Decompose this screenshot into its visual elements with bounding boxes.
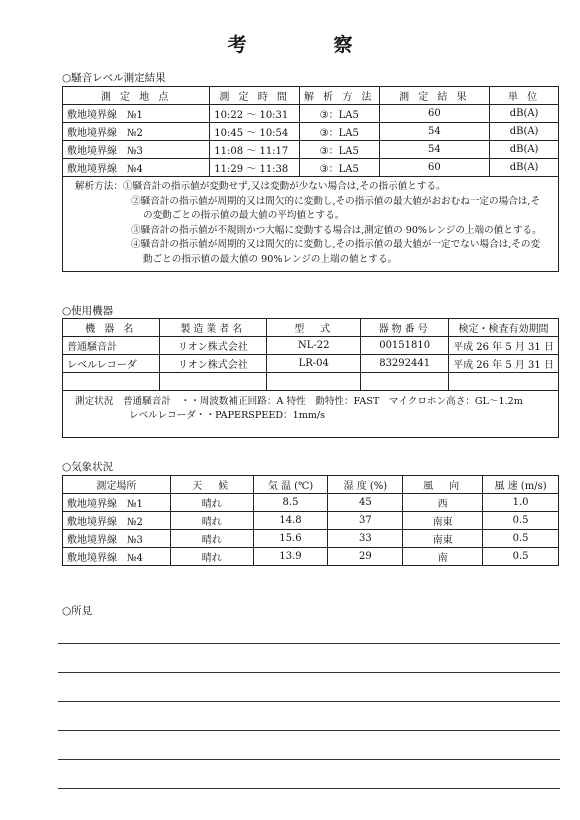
place-cell: 敷地境界線 №3 [63, 530, 171, 548]
wind-dir-cell: 南東 [403, 512, 483, 530]
temp-cell: 13.9 [253, 548, 328, 566]
point-cell: 敷地境界線 №1 [63, 105, 210, 123]
findings-line [58, 701, 560, 702]
serial-cell: 00151810 [361, 337, 449, 355]
findings-line [58, 788, 560, 789]
humidity-cell: 45 [328, 494, 403, 512]
unit-cell: dB(A) [490, 141, 559, 159]
findings-line [58, 672, 560, 673]
model-cell [267, 373, 361, 391]
col-header-model: 型 式 [267, 319, 361, 337]
wind-speed-cell: 0.5 [483, 548, 559, 566]
equipment-table [62, 318, 559, 438]
col-header-valid: 検定・検査有効期間 [449, 319, 559, 337]
findings-section-heading: ○所見 [62, 605, 93, 617]
model-cell: LR-04 [267, 355, 361, 373]
weather-cell: 晴れ [170, 548, 253, 566]
serial-cell: 83292441 [361, 355, 449, 373]
wind-speed-cell: 0.5 [483, 530, 559, 548]
weather-cell: 晴れ [170, 530, 253, 548]
findings-line [58, 759, 560, 760]
humidity-cell: 29 [328, 548, 403, 566]
conditions-row [63, 391, 559, 438]
result-cell: 54 [379, 141, 490, 159]
col-header-temp: 気 温 (℃) [253, 476, 328, 494]
result-cell: 60 [379, 105, 490, 123]
wind-dir-cell: 南 [403, 548, 483, 566]
method-cell: ③：LA5 [299, 159, 379, 177]
device-cell: 普通騒音計 [63, 337, 160, 355]
weather-section-heading: ○気象状況 [62, 461, 114, 473]
col-header-humidity: 湿 度 (%) [328, 476, 403, 494]
valid-cell [449, 373, 559, 391]
findings-line [58, 643, 560, 644]
wind-speed-cell: 1.0 [483, 494, 559, 512]
note-4-cont: 動ごとの指示値の最大値の 90%レンジの上端の値とする。 [143, 253, 398, 265]
table-row [63, 159, 559, 177]
humidity-cell: 33 [328, 530, 403, 548]
device-cell: レベルレコーダ [63, 355, 160, 373]
conditions-line-1: 測定状況 普通騒音計 ・・周波数補正回路：A 特性 動特性：FAST マイクロホン高さ：GL～1.2m [75, 396, 523, 407]
conditions-line-2: レベルレコーダ・・PAPERSPEED：1mm/s [129, 410, 326, 421]
table-row [63, 494, 559, 512]
place-cell: 敷地境界線 №1 [63, 494, 171, 512]
unit-cell: dB(A) [490, 105, 559, 123]
place-cell: 敷地境界線 №2 [63, 512, 171, 530]
method-cell: ③：LA5 [299, 123, 379, 141]
col-header-wind-dir: 風 向 [403, 476, 483, 494]
equipment-section-heading: ○使用機器 [62, 305, 114, 317]
humidity-cell: 37 [328, 512, 403, 530]
maker-cell [159, 373, 267, 391]
col-header-weather: 天 候 [170, 476, 253, 494]
result-cell: 54 [379, 123, 490, 141]
col-header-serial: 器物番号 [361, 319, 449, 337]
weather-cell: 晴れ [170, 494, 253, 512]
serial-cell [361, 373, 449, 391]
result-cell: 60 [379, 159, 490, 177]
note-2: ②騒音計の指示値が周期的又は間欠的に変動し,その指示値の最大値がおおむね一定の場合は,そ [131, 195, 541, 207]
wind-speed-cell: 0.5 [483, 512, 559, 530]
col-header-point: 測 定 地 点 [63, 87, 210, 105]
table-header-row [63, 87, 559, 105]
unit-cell: dB(A) [490, 123, 559, 141]
analysis-notes [63, 177, 559, 272]
noise-section-heading: ○騒音レベル測定結果 [62, 72, 166, 84]
temp-cell: 8.5 [253, 494, 328, 512]
valid-cell: 平成 26 年 5 月 31 日 [449, 337, 559, 355]
note-4: ④騒音計の指示値が周期的又は間欠的に変動し,その指示値の最大値が一定でない場合は,その変 [131, 239, 541, 250]
table-header-row [63, 319, 559, 337]
place-cell: 敷地境界線 №4 [63, 548, 171, 566]
table-row [63, 530, 559, 548]
noise-results-table [62, 86, 559, 272]
point-cell: 敷地境界線 №3 [63, 141, 210, 159]
weather-table [62, 475, 559, 566]
time-cell: 11:29 ～ 11:38 [210, 159, 300, 177]
point-cell: 敷地境界線 №4 [63, 159, 210, 177]
valid-cell: 平成 26 年 5 月 31 日 [449, 355, 559, 373]
col-header-maker: 製造業者名 [159, 319, 267, 337]
col-header-result: 測 定 結 果 [379, 87, 490, 105]
weather-cell: 晴れ [170, 512, 253, 530]
unit-cell: dB(A) [490, 159, 559, 177]
measurement-conditions [63, 391, 559, 438]
maker-cell: リオン株式会社 [159, 355, 267, 373]
time-cell: 11:08 ～ 11:17 [210, 141, 300, 159]
table-header-row [63, 476, 559, 494]
temp-cell: 15.6 [253, 530, 328, 548]
findings-line [58, 730, 560, 731]
temp-cell: 14.8 [253, 512, 328, 530]
point-cell: 敷地境界線 №2 [63, 123, 210, 141]
col-header-unit: 単 位 [490, 87, 559, 105]
table-row [63, 512, 559, 530]
device-cell [63, 373, 160, 391]
note-1: 解析方法：①騒音計の指示値が変動せず,又は変動が少ない場合は,その指示値とする。 [75, 181, 446, 192]
note-3: ③騒音計の指示値が不規則かつ大幅に変動する場合は,測定値の 90%レンジの上端の値とする。 [131, 224, 542, 236]
col-header-method: 解 析 方 法 [299, 87, 379, 105]
page-title: 考 察 [227, 34, 387, 56]
col-header-time: 測 定 時 間 [210, 87, 300, 105]
time-cell: 10:45 ～ 10:54 [210, 123, 300, 141]
table-row [63, 141, 559, 159]
col-header-place: 測定場所 [63, 476, 171, 494]
analysis-notes-row [63, 177, 559, 272]
method-cell: ③：LA5 [299, 105, 379, 123]
col-header-device: 機 器 名 [63, 319, 160, 337]
note-2-cont: の変動ごとの指示値の最大値の平均値とする。 [143, 210, 345, 221]
table-row-empty [63, 373, 559, 391]
time-cell: 10:22 ～ 10:31 [210, 105, 300, 123]
table-row [63, 123, 559, 141]
table-row [63, 355, 559, 373]
wind-dir-cell: 南東 [403, 530, 483, 548]
wind-dir-cell: 西 [403, 494, 483, 512]
method-cell: ③：LA5 [299, 141, 379, 159]
model-cell: NL-22 [267, 337, 361, 355]
table-row [63, 105, 559, 123]
table-row [63, 548, 559, 566]
maker-cell: リオン株式会社 [159, 337, 267, 355]
table-row [63, 337, 559, 355]
col-header-wind-speed: 風 速 (m/s) [483, 476, 559, 494]
